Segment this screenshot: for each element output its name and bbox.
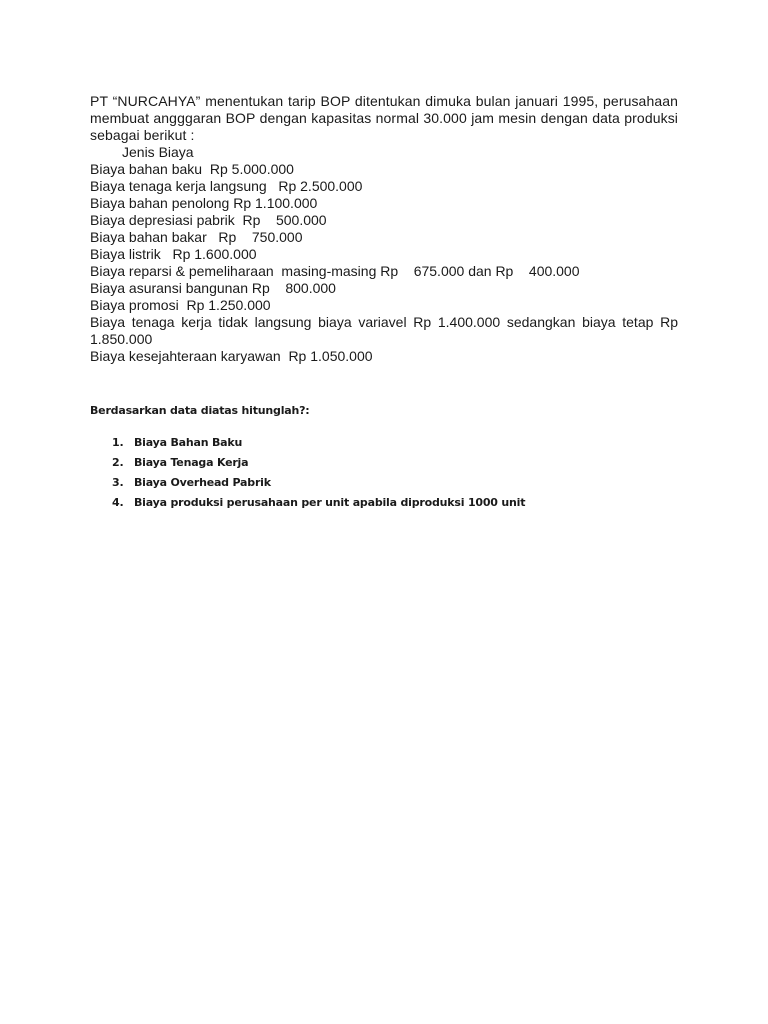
cost-item: Biaya bahan baku Rp 5.000.000 <box>90 161 294 177</box>
cost-list <box>90 144 678 365</box>
cost-item: Biaya kesejahteraan karyawan Rp 1.050.000 <box>90 348 373 364</box>
cost-item: Biaya listrik Rp 1.600.000 <box>90 246 257 262</box>
task-item <box>90 476 525 496</box>
cost-item: Biaya tenaga kerja langsung Rp 2.500.000 <box>90 178 363 194</box>
document-page <box>90 93 678 509</box>
task-list <box>90 436 525 516</box>
task-number: 4. <box>112 496 124 509</box>
cost-item: Biaya depresiasi pabrik Rp 500.000 <box>90 212 327 228</box>
task-text: Biaya produksi perusahaan per unit apabila diproduksi 1000 unit <box>134 496 526 509</box>
task-number: 2. <box>112 456 124 469</box>
task-number: 3. <box>112 476 124 489</box>
task-text: Biaya Tenaga Kerja <box>134 456 249 469</box>
task-text: Biaya Bahan Baku <box>134 436 243 449</box>
question-text: Berdasarkan data diatas hitunglah?: <box>90 404 310 417</box>
cost-item: Biaya asuransi bangunan Rp 800.000 <box>90 280 336 296</box>
cost-list-heading: Jenis Biaya <box>122 144 194 160</box>
task-item <box>90 456 525 476</box>
task-item <box>90 496 525 516</box>
cost-item: Biaya promosi Rp 1.250.000 <box>90 297 271 313</box>
cost-item: Biaya bahan bakar Rp 750.000 <box>90 229 303 245</box>
task-item <box>90 436 525 456</box>
intro-paragraph: PT “NURCAHYA” menentukan tarip BOP ditentukan dimuka bulan januari 1995, perusahaan membuat angggaran BOP dengan kapasitas normal 30.000 jam mesin dengan data produksi sebagai berikut : <box>90 93 678 143</box>
task-number: 1. <box>112 436 124 449</box>
task-text: Biaya Overhead Pabrik <box>134 476 271 489</box>
cost-item: Biaya bahan penolong Rp 1.100.000 <box>90 195 318 211</box>
cost-item: Biaya reparsi & pemeliharaan masing-masing Rp 675.000 dan Rp 400.000 <box>90 263 580 279</box>
cost-item: Biaya tenaga kerja tidak langsung biaya variavel Rp 1.400.000 sedangkan biaya tetap Rp 1.850.000 <box>90 314 678 347</box>
